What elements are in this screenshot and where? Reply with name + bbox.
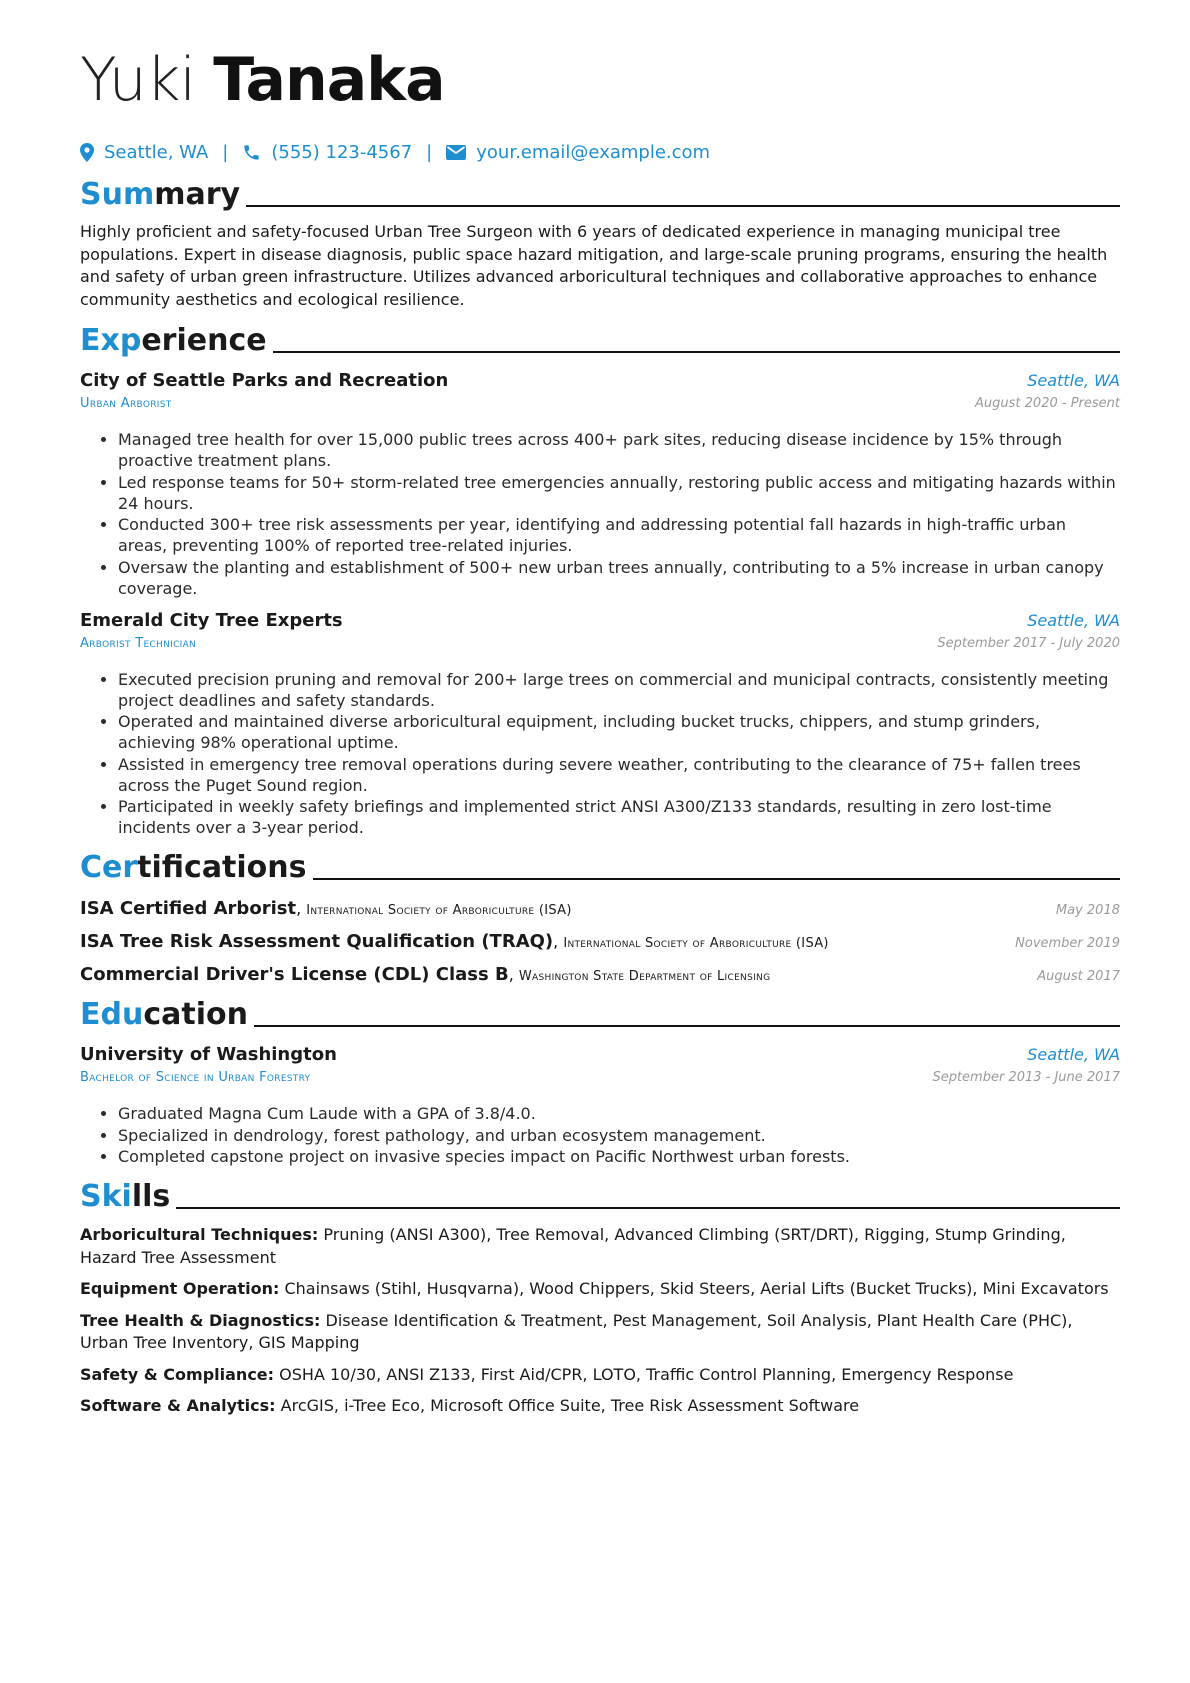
candidate-name — [80, 38, 1120, 122]
bullet-item: • Managed tree health for over 15,000 public trees across 400+ park sites, reducing disease incidence by 15% through proactive treatment plans. — [118, 429, 1120, 471]
envelope-icon — [446, 145, 466, 160]
certification-name: Commercial Driver's License (CDL) Class B — [80, 964, 509, 985]
skill-values: Pruning (ANSI A300), Tree Removal, Advanced Climbing (SRT/DRT), Rigging, Stump Grinding, Hazard Tree Assessment — [80, 1225, 1066, 1267]
bullet-item: • Participated in weekly safety briefings and implemented strict ANSI A300/Z133 standards, resulting in zero lost-time incidents over a 3-year period. — [118, 796, 1120, 838]
heading-rest: erience — [141, 323, 267, 358]
certification-item: ISA Tree Risk Assessment Qualification (TRAQ), International Society of Arboriculture (ISA) November 2019 — [80, 931, 1120, 952]
skill-line — [80, 1278, 1120, 1301]
contact-bar — [80, 139, 1120, 165]
job-dates: September 2017 - July 2020 — [937, 635, 1120, 651]
heading-accent: Sum — [80, 177, 155, 212]
bullet-item: • Executed precision pruning and removal for 200+ large trees on commercial and municipal contracts, consistently meeting project deadlines and safety standards. — [118, 669, 1120, 711]
email-link[interactable]: your.email@example.com — [476, 141, 711, 163]
heading-accent: Cer — [80, 850, 138, 885]
skill-line — [80, 1395, 1120, 1418]
job-title: Urban Arborist — [80, 396, 172, 411]
skill-values: OSHA 10/30, ANSI Z133, First Aid/CPR, LOTO, Traffic Control Planning, Emergency Response — [279, 1364, 1014, 1384]
contact-location — [80, 142, 208, 163]
certification-date: August 2017 — [1037, 969, 1120, 984]
first-name: Yuki — [80, 45, 196, 115]
bullet-item: • Oversaw the planting and establishment of 500+ new urban trees annually, contributing to a 5% increase in urban canopy coverage. — [118, 557, 1120, 599]
heading-rest: tifications — [137, 850, 307, 885]
summary-heading — [80, 173, 1120, 213]
bullet-item: • Specialized in dendrology, forest pathology, and urban ecosystem management. — [118, 1125, 1120, 1146]
job-title: Arborist Technician — [80, 635, 197, 651]
map-pin-icon — [80, 143, 94, 162]
degree: Bachelor of Science in Urban Forestry — [80, 1070, 311, 1085]
bullet-item: • Led response teams for 50+ storm-related tree emergencies annually, restoring public access and mitigating hazards within 24 hours. — [118, 472, 1120, 514]
certification-item: ISA Certified Arborist, International Society of Arboriculture (ISA) May 2018 — [80, 898, 1120, 919]
skill-category: Safety & Compliance: — [80, 1364, 275, 1384]
contact-separator: | — [222, 141, 229, 163]
heading-rule — [176, 1207, 1120, 1209]
skill-category: Software & Analytics: — [80, 1396, 276, 1415]
education-entry — [80, 1043, 1120, 1167]
skills-heading — [80, 1175, 1120, 1215]
heading-accent: Ski — [80, 1179, 132, 1214]
education-bullets — [80, 1103, 1120, 1167]
heading-accent: Exp — [80, 323, 142, 358]
heading-rule — [246, 205, 1120, 207]
heading-rule — [254, 1025, 1120, 1027]
employer-name: City of Seattle Parks and Recreation — [80, 370, 449, 391]
certifications-heading — [80, 846, 1120, 886]
skill-values: Disease Identification & Treatment, Pest Management, Soil Analysis, Plant Health Care (PHC), Urban Tree Inventory, GIS Mapping — [80, 1310, 1073, 1352]
job-bullets — [80, 429, 1120, 599]
location-text: Seattle, WA — [104, 141, 209, 163]
bullet-item: • Conducted 300+ tree risk assessments per year, identifying and addressing potential fall hazards in high-traffic urban areas, preventing 100% of reported tree-related injuries. — [118, 514, 1120, 556]
certification-issuer: International Society of Arboriculture (ISA) — [306, 903, 572, 918]
certification-item: Commercial Driver's License (CDL) Class B, Washington State Department of Licensing August 2017 — [80, 964, 1120, 985]
job-bullets — [80, 669, 1120, 839]
last-name: Tanaka — [213, 45, 445, 115]
summary-text: Highly proficient and safety-focused Urban Tree Surgeon with 6 years of dedicated experience in managing municipal tree populations. Expert in disease diagnosis, public space hazard mitigation, and large-scale pruning programs, ensuring the health and safety of urban green infrastructure. Utilizes advanced arboricultural techniques and collaborative approaches to enhance community aesthetics and ecological resilience. — [80, 222, 1108, 309]
experience-entry — [80, 609, 1120, 839]
bullet-item: • Operated and maintained diverse arboricultural equipment, including bucket trucks, chippers, and stump grinders, achieving 98% operational uptime. — [118, 711, 1120, 753]
skill-values: ArcGIS, i-Tree Eco, Microsoft Office Suite, Tree Risk Assessment Software — [280, 1396, 860, 1415]
skill-line — [80, 1310, 1120, 1355]
certification-issuer: Washington State Department of Licensing — [518, 969, 771, 984]
heading-accent: Edu — [80, 997, 144, 1032]
heading-rest: cation — [143, 997, 248, 1032]
education-heading — [80, 993, 1120, 1033]
heading-rule — [273, 351, 1120, 353]
certification-date: May 2018 — [1055, 903, 1120, 918]
certification-issuer: International Society of Arboriculture (ISA) — [563, 936, 829, 951]
contact-separator: | — [426, 141, 433, 163]
skill-line — [80, 1364, 1120, 1387]
skill-line — [80, 1224, 1120, 1269]
school-name: University of Washington — [80, 1044, 337, 1065]
contact-phone — [242, 142, 412, 163]
certification-name: ISA Tree Risk Assessment Qualification (TRAQ) — [80, 931, 554, 952]
skill-category: Tree Health & Diagnostics: — [80, 1310, 321, 1330]
phone-text: (555) 123-4567 — [271, 141, 413, 163]
heading-rest: lls — [131, 1179, 171, 1214]
job-dates: August 2020 - Present — [975, 396, 1120, 411]
contact-email — [446, 142, 710, 163]
certification-name: ISA Certified Arborist — [80, 898, 297, 919]
bullet-item: • Completed capstone project on invasive species impact on Pacific Northwest urban forests. — [118, 1146, 1120, 1167]
education-dates: September 2013 - June 2017 — [932, 1070, 1120, 1085]
phone-icon — [242, 143, 261, 162]
certification-date: November 2019 — [1015, 936, 1120, 951]
job-location: Seattle, WA — [1027, 371, 1120, 390]
experience-entry — [80, 369, 1120, 599]
heading-rest: mary — [154, 177, 241, 212]
job-location: Seattle, WA — [1027, 610, 1120, 630]
school-location: Seattle, WA — [1027, 1045, 1120, 1064]
bullet-item: • Assisted in emergency tree removal operations during severe weather, contributing to the clearance of 75+ fallen trees across the Puget Sound region. — [118, 754, 1120, 796]
heading-rule — [313, 878, 1120, 880]
employer-name: Emerald City Tree Experts — [80, 609, 343, 631]
skill-category: Equipment Operation: — [80, 1279, 280, 1298]
bullet-item: • Graduated Magna Cum Laude with a GPA of 3.8/4.0. — [118, 1103, 1120, 1124]
skill-category: Arboricultural Techniques: — [80, 1225, 319, 1244]
experience-heading — [80, 319, 1120, 359]
skill-values: Chainsaws (Stihl, Husqvarna), Wood Chippers, Skid Steers, Aerial Lifts (Bucket Trucks), Mini Excavators — [284, 1279, 1109, 1298]
